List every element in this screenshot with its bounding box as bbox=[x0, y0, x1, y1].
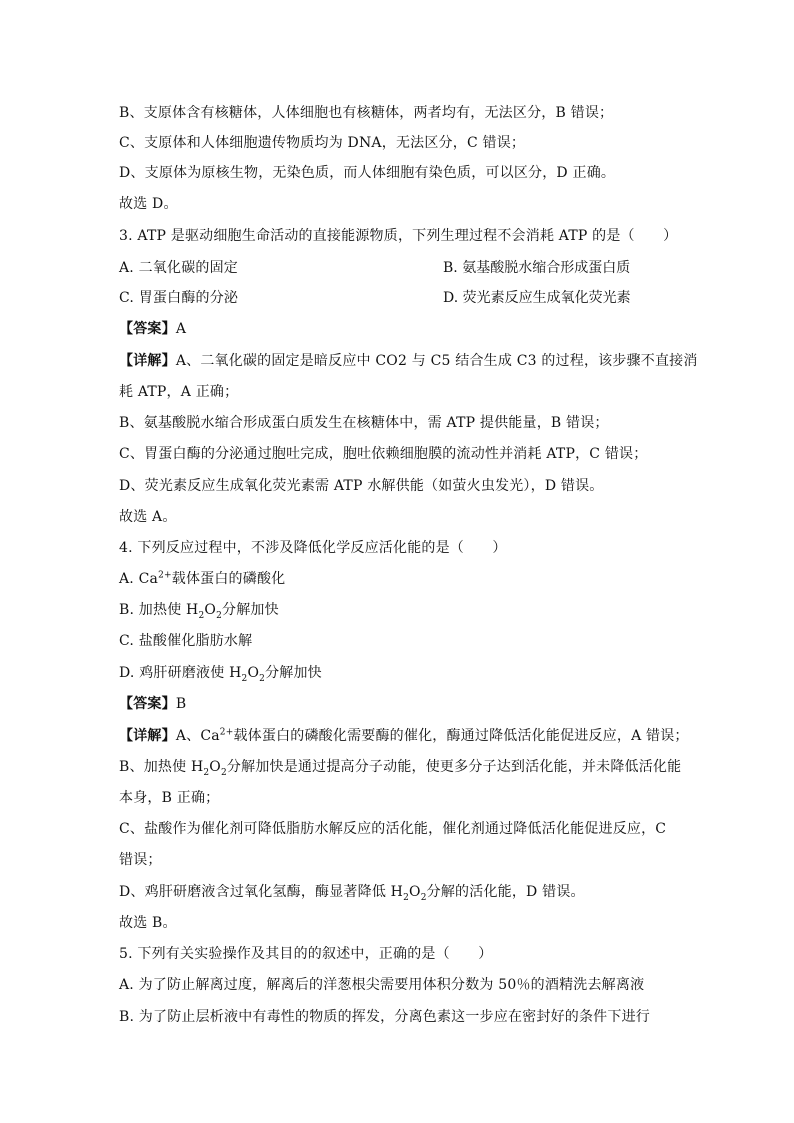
q4-option-d bbox=[119, 663, 679, 683]
q4-detail-b-line1 bbox=[119, 757, 682, 778]
q4-option-d-sub2: 2 bbox=[259, 673, 266, 684]
q4-detail-a-suffix: 载体蛋白的磷酸化需要酶的催化，酶通过降低活化能促进反应，A 错误； bbox=[233, 728, 689, 744]
q4-option-b-mid: O bbox=[204, 602, 217, 618]
q4-detail-d bbox=[119, 882, 679, 902]
q3-option-d: D. 荧光素反应生成氧化荧光素 bbox=[443, 290, 631, 306]
q4-detail-b-prefix: B、加热使 H bbox=[119, 759, 204, 775]
q3-option-c: C. 胃蛋白酶的分泌 bbox=[119, 290, 239, 306]
q3-answer bbox=[119, 319, 679, 339]
q3-conclusion: 故选 A。 bbox=[119, 509, 177, 525]
q4-detail-b-sub2: 2 bbox=[220, 767, 227, 778]
q3-detail-a-text: A、二氧化碳的固定是暗反应中 CO2 与 C5 结合生成 C3 的过程，该步骤不直接消 bbox=[175, 353, 698, 369]
q4-option-c: C. 盐酸催化脂肪水解 bbox=[119, 633, 253, 649]
q4-answer-value: B bbox=[175, 696, 187, 712]
q3-option-a: A. 二氧化碳的固定 bbox=[119, 260, 239, 276]
q4-option-a-suffix: 载体蛋白的磷酸化 bbox=[171, 571, 286, 587]
q3-stem: 3. ATP 是驱动细胞生命活动的直接能源物质，下列生理过程不会消耗 ATP 的是（ ） bbox=[119, 228, 678, 244]
q3-detail-a-line2: 耗 ATP，A 正确； bbox=[119, 384, 239, 400]
q4-option-b-sub2: 2 bbox=[216, 610, 223, 621]
q4-detail-a bbox=[119, 726, 689, 746]
q4-option-d-mid: O bbox=[247, 665, 260, 681]
q3-detail-b: B、氨基酸脱水缩合形成蛋白质发生在核糖体中，需 ATP 提供能量，B 错误； bbox=[119, 415, 609, 431]
q4-detail-label: 【详解】 bbox=[119, 728, 176, 744]
q3-answer-label: 【答案】 bbox=[119, 321, 176, 337]
q4-conclusion: 故选 B。 bbox=[119, 915, 177, 931]
q3-detail-a-line1 bbox=[119, 351, 698, 371]
q4-option-b bbox=[119, 600, 679, 620]
q5-stem: 5. 下列有关实验操作及其目的的叙述中，正确的是（ ） bbox=[119, 946, 493, 962]
q4-option-d-suffix: 分解加快 bbox=[265, 665, 322, 681]
q4-option-b-suffix: 分解加快 bbox=[222, 602, 279, 618]
q4-detail-d-prefix: D、鸡肝研磨液含过氧化氢酶，酶显著降低 H bbox=[119, 884, 404, 900]
q4-detail-d-sub2: 2 bbox=[420, 892, 427, 903]
q4-detail-a-sup: 2+ bbox=[219, 727, 234, 738]
q4-detail-b-mid: O bbox=[209, 759, 221, 775]
q2-explanation-d: D、支原体为原核生物，无染色质，而人体细胞有染色质，可以区分，D 正确。 bbox=[119, 165, 616, 181]
q3-detail-label: 【详解】 bbox=[119, 353, 176, 369]
q4-option-d-sub1: 2 bbox=[241, 673, 248, 684]
q4-option-a-sup: 2+ bbox=[158, 570, 172, 581]
q3-detail-d: D、荧光素反应生成氧化荧光素需 ATP 水解供能（如萤火虫发光），D 错误。 bbox=[119, 478, 604, 494]
q2-explanation-b: B、支原体含有核糖体，人体细胞也有核糖体，两者均有，无法区分，B 错误； bbox=[119, 105, 614, 121]
q4-detail-a-prefix: A、Ca bbox=[175, 728, 220, 744]
q3-answer-value: A bbox=[175, 321, 187, 337]
q5-option-b: B. 为了防止层析液中有毒性的物质的挥发，分离色素这一步应在密封好的条件下进行 bbox=[119, 1009, 650, 1025]
q2-conclusion: 故选 D。 bbox=[119, 196, 178, 212]
q4-detail-d-suffix: 分解的活化能，D 错误。 bbox=[426, 884, 585, 900]
q4-detail-b-sub1: 2 bbox=[203, 767, 210, 778]
q4-detail-c-line2: 错误； bbox=[119, 852, 162, 868]
q4-option-a bbox=[119, 569, 679, 589]
q5-option-a: A. 为了防止解离过度，解离后的洋葱根尖需要用体积分数为 50％的酒精洗去解离液 bbox=[119, 977, 645, 993]
q3-option-b: B. 氨基酸脱水缩合形成蛋白质 bbox=[443, 260, 631, 276]
q4-option-a-prefix: A. Ca bbox=[119, 571, 159, 587]
q4-option-b-prefix: B. 加热使 H bbox=[119, 602, 199, 618]
q4-option-b-sub1: 2 bbox=[198, 610, 205, 621]
q3-detail-c: C、胃蛋白酶的分泌通过胞吐完成，胞吐依赖细胞膜的流动性并消耗 ATP，C 错误； bbox=[119, 446, 648, 462]
q4-detail-d-sub1: 2 bbox=[403, 892, 410, 903]
q4-option-d-prefix: D. 鸡肝研磨液使 H bbox=[119, 665, 242, 681]
q4-detail-b-line2: 本身，B 正确； bbox=[119, 790, 220, 806]
q4-answer bbox=[119, 694, 679, 714]
q4-detail-d-mid: O bbox=[409, 884, 421, 900]
q4-detail-b-suffix: 分解加快是通过提高分子动能，使更多分子达到活化能，并未降低活化能 bbox=[226, 759, 682, 775]
q2-explanation-c: C、支原体和人体细胞遗传物质均为 DNA，无法区分，C 错误； bbox=[119, 135, 526, 151]
q4-stem: 4. 下列反应过程中，不涉及降低化学反应活化能的是（ ） bbox=[119, 540, 507, 556]
q4-detail-c-line1: C、盐酸作为催化剂可降低脂肪水解反应的活化能，催化剂通过降低活化能促进反应，C bbox=[119, 821, 667, 837]
q4-answer-label: 【答案】 bbox=[119, 696, 176, 712]
